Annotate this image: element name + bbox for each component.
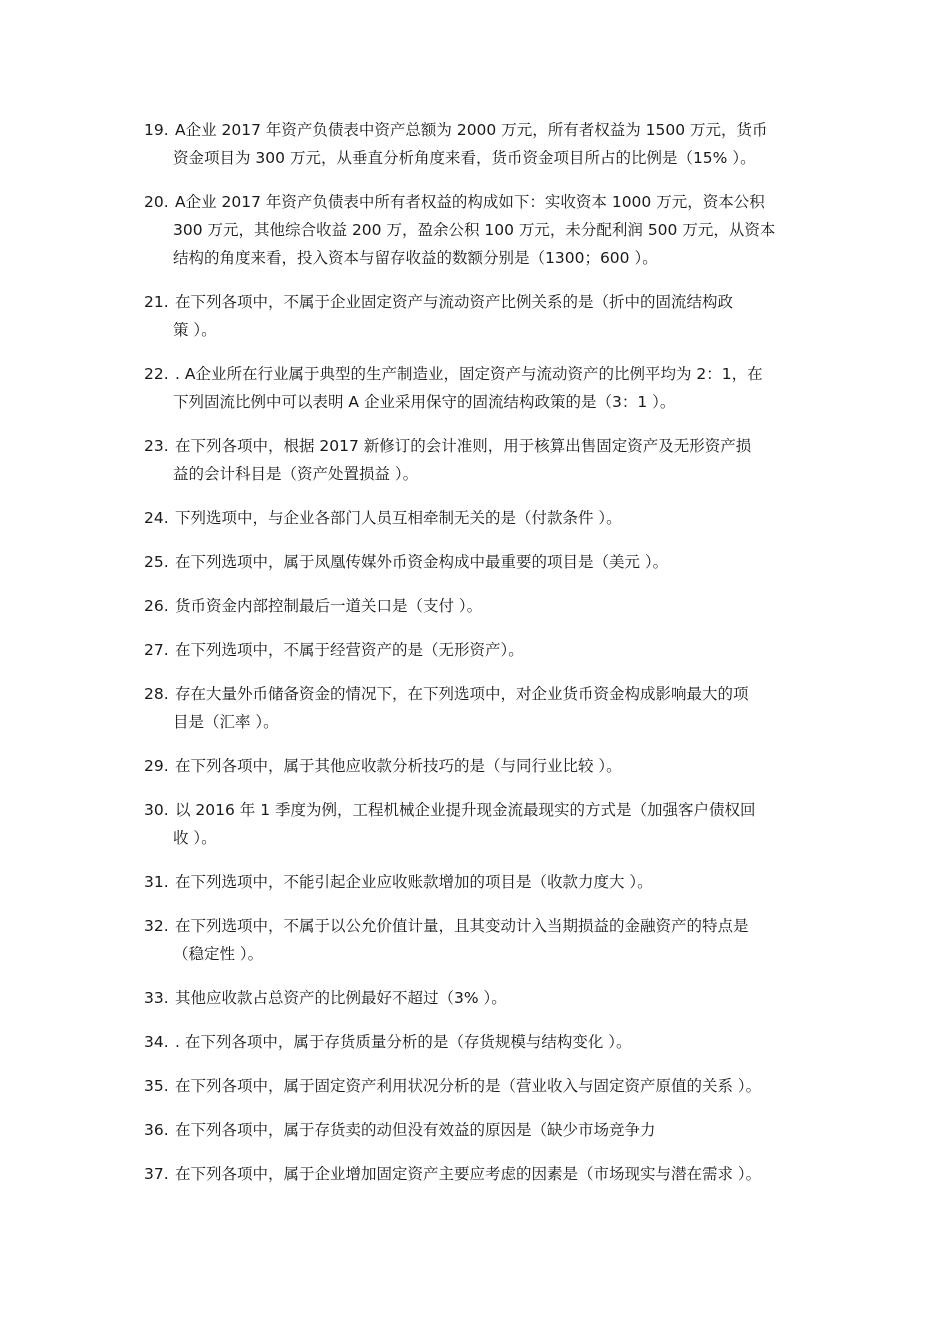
question-line: 在下列选项中，属于凤凰传媒外币资金构成中最重要的项目是（美元 ）。	[175, 553, 669, 571]
question-text	[174, 1160, 824, 1188]
question-item	[144, 868, 824, 896]
question-item	[144, 360, 824, 416]
question-number: 19.	[144, 121, 169, 139]
question-text	[174, 796, 824, 852]
question-line: 在下列选项中，不能引起企业应收账款增加的项目是（收款力度大 ）。	[175, 873, 653, 891]
question-line: 存在大量外币储备资金的情况下，在下列选项中，对企业货币资金构成影响最大的项	[175, 685, 749, 703]
question-line: 益的会计科目是（资产处置损益 ）。	[173, 465, 419, 483]
question-text	[174, 868, 824, 896]
question-text	[174, 360, 824, 416]
question-line: . A企业所在行业属于典型的生产制造业，固定资产与流动资产的比例平均为 2：1，在	[175, 365, 763, 383]
question-text	[174, 912, 824, 968]
question-text	[174, 504, 824, 532]
question-line: 在下列各项中，属于其他应收款分析技巧的是（与同行业比较 ）。	[175, 757, 622, 775]
question-item	[144, 188, 824, 272]
question-line: 在下列各项中，根据 2017 新修订的会计准则，用于核算出售固定资产及无形资产损	[175, 437, 752, 455]
question-number: 22.	[144, 365, 169, 383]
question-line: 下列固流比例中可以表明 A 企业采用保守的固流结构政策的是（3：1 ）。	[173, 393, 676, 411]
question-number: 27.	[144, 641, 169, 659]
question-item	[144, 1028, 824, 1056]
question-text	[174, 1028, 824, 1056]
question-item	[144, 636, 824, 664]
question-number: 31.	[144, 873, 169, 891]
question-text	[174, 636, 824, 664]
question-number: 37.	[144, 1165, 169, 1183]
question-text	[174, 680, 824, 736]
question-number: 20.	[144, 193, 169, 211]
question-text	[174, 752, 824, 780]
question-text	[174, 1072, 824, 1100]
question-item	[144, 796, 824, 852]
question-item	[144, 1116, 824, 1144]
question-item	[144, 1160, 824, 1188]
question-text	[174, 288, 824, 344]
question-number: 24.	[144, 509, 169, 527]
question-text	[174, 188, 824, 272]
question-line: 收 ）。	[173, 829, 217, 847]
question-number: 26.	[144, 597, 169, 615]
question-number: 29.	[144, 757, 169, 775]
question-line: 资金项目为 300 万元，从垂直分析角度来看，货币资金项目所占的比例是（15% ）。	[173, 149, 756, 167]
question-item	[144, 1072, 824, 1100]
question-item	[144, 432, 824, 488]
question-number: 28.	[144, 685, 169, 703]
question-line: 以 2016 年 1 季度为例，工程机械企业提升现金流最现实的方式是（加强客户债权回	[175, 801, 756, 819]
question-number: 33.	[144, 989, 169, 1007]
question-item	[144, 548, 824, 576]
question-number: 21.	[144, 293, 169, 311]
question-text	[174, 432, 824, 488]
question-line: 目是（汇率 ）。	[173, 713, 279, 731]
question-text	[174, 548, 824, 576]
question-number: 34.	[144, 1033, 169, 1051]
question-item	[144, 116, 824, 172]
question-line: 在下列选项中，不属于以公允价值计量，且其变动计入当期损益的金融资产的特点是	[175, 917, 749, 935]
question-line: 策 ）。	[173, 321, 217, 339]
question-item	[144, 912, 824, 968]
question-line: 在下列各项中，属于企业增加固定资产主要应考虑的因素是（市场现实与潜在需求 ）。	[175, 1165, 762, 1183]
question-item	[144, 592, 824, 620]
question-line: 结构的角度来看，投入资本与留存收益的数额分别是（1300；600 ）。	[173, 249, 658, 267]
question-line: A企业 2017 年资产负债表中所有者权益的构成如下：实收资本 1000 万元，资本公积	[175, 193, 765, 211]
question-item	[144, 504, 824, 532]
question-item	[144, 752, 824, 780]
question-text	[174, 984, 824, 1012]
question-item	[144, 984, 824, 1012]
question-line: A企业 2017 年资产负债表中资产总额为 2000 万元，所有者权益为 1500 万元，货币	[175, 121, 768, 139]
question-item	[144, 680, 824, 736]
question-number: 32.	[144, 917, 169, 935]
question-line: 300 万元，其他综合收益 200 万，盈余公积 100 万元，未分配利润 500 万元，从资本	[173, 221, 776, 239]
question-line: （稳定性 ）。	[173, 945, 264, 963]
question-line: 在下列各项中，属于固定资产利用状况分析的是（营业收入与固定资产原值的关系 ）。	[175, 1077, 762, 1095]
question-list	[144, 116, 824, 1204]
question-line: . 在下列各项中，属于存货质量分析的是（存货规模与结构变化 ）。	[175, 1033, 632, 1051]
question-number: 35.	[144, 1077, 169, 1095]
question-line: 在下列各项中，不属于企业固定资产与流动资产比例关系的是（折中的固流结构政	[175, 293, 734, 311]
question-number: 25.	[144, 553, 169, 571]
question-line: 下列选项中，与企业各部门人员互相牵制无关的是（付款条件 ）。	[175, 509, 622, 527]
question-line: 在下列各项中，属于存货卖的动但没有效益的原因是（缺少市场竞争力	[175, 1121, 656, 1139]
question-line: 货币资金内部控制最后一道关口是（支付 ）。	[175, 597, 483, 615]
question-number: 36.	[144, 1121, 169, 1139]
question-text	[174, 592, 824, 620]
question-line: 在下列选项中，不属于经营资产的是（无形资产）。	[175, 641, 524, 659]
question-item	[144, 288, 824, 344]
question-text	[174, 1116, 824, 1144]
question-text	[174, 116, 824, 172]
question-number: 30.	[144, 801, 169, 819]
question-line: 其他应收款占总资产的比例最好不超过（3% ）。	[175, 989, 507, 1007]
question-number: 23.	[144, 437, 169, 455]
